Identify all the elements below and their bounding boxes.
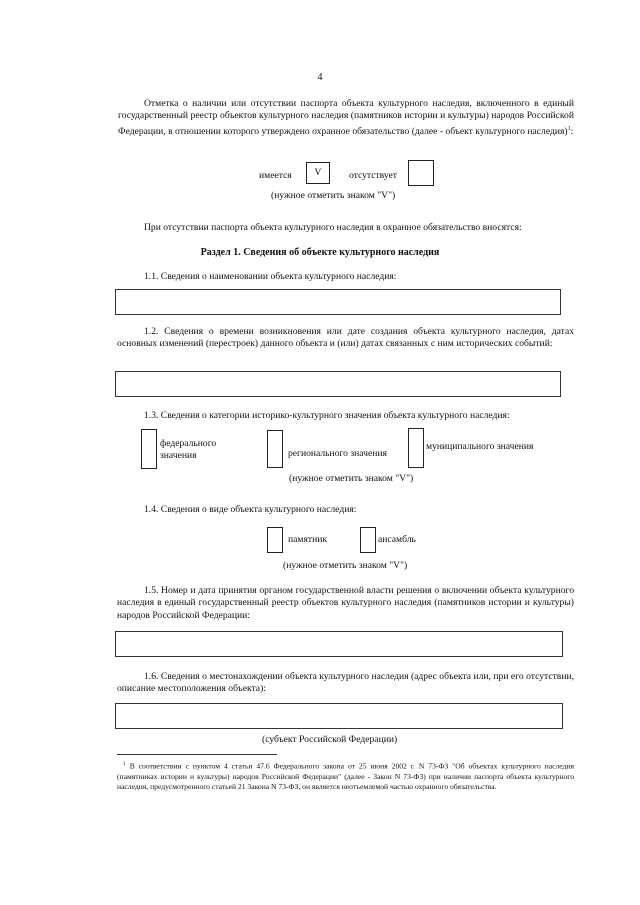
s13-federal-checkbox[interactable] [141, 429, 157, 469]
intro-text: Отметка о наличии или отсутствии паспорта объекта культурного наследия, включенного в единый государственный реестр объектов культурного наследия (памятников истории и культуры) народов Российской Федерации, в отношении которого утверждено охранное обязательство (далее - объект культурного наследия) [118, 98, 574, 137]
s16-label: 1.6. Сведения о местонахождении объекта культурного наследия (адрес объекта или, при его отсутствии, описание местоположения объекта): [117, 671, 574, 695]
s16-field[interactable] [115, 703, 563, 729]
passport-hint: (нужное отметить знаком "V") [271, 190, 396, 201]
s13-hint: (нужное отметить знаком "V") [289, 473, 414, 484]
s14-ensemble-label: ансамбль [378, 534, 416, 545]
s14-monument-checkbox[interactable] [267, 527, 283, 553]
footnote-separator [117, 754, 277, 755]
intro-colon: : [570, 126, 574, 137]
s15-field[interactable] [115, 631, 563, 657]
footnote-mark: 1 [123, 761, 126, 767]
s14-hint: (нужное отметить знаком "V") [283, 560, 408, 571]
footnote-reference: 1 [567, 125, 571, 132]
passport-absent-checkbox[interactable] [408, 160, 434, 186]
intro-paragraph [118, 98, 574, 138]
section-title: Раздел 1. Сведения об объекте культурного наследия [200, 247, 440, 258]
s11-field[interactable] [115, 289, 561, 315]
s12-field[interactable] [115, 371, 561, 397]
footnote-text: В соответствии с пунктом 4 статьи 47.6 Федерального закона от 25 июня 2002 г. N 73-ФЗ "Об объектах культурного наследия (памятниках истории и культуры) народов Российской Федерации" (далее - Закон N 73-ФЗ) при наличии паспорта объекта культурного наследия, предусмотренного статьей 21 Закона N 73-ФЗ, он является неотъемлемой частью охранного обязательства. [117, 761, 574, 791]
footnote [117, 759, 574, 792]
passport-present-label: имеется [259, 170, 292, 181]
s13-municipal-label: муниципального значения [426, 441, 534, 452]
page-number: 4 [317, 72, 323, 83]
s13-regional-label: регионального значения [288, 448, 387, 459]
s14-monument-label: памятник [288, 534, 327, 545]
s12-label: 1.2. Сведения о времени возникновения или дате создания объекта культурного наследия, датах основных изменений (перестроек) данного объекта и (или) датах связанных с ним исторических событий: [117, 326, 574, 350]
s15-label: 1.5. Номер и дата принятия органом государственной власти решения о включении объекта культурного наследия в единый государственный реестр объектов культурного наследия (памятников истории и культуры) народов Российской Федерации: [117, 585, 574, 621]
s16-caption: (субъект Российской Федерации) [262, 734, 398, 745]
s14-label: 1.4. Сведения о виде объекта культурного наследия: [144, 504, 357, 515]
passport-absent-label: отсутствует [349, 170, 397, 181]
passport-present-mark: V [314, 167, 322, 178]
absence-note: При отсутствии паспорта объекта культурного наследия в охранное обязательство вносятся: [144, 222, 522, 233]
s13-regional-checkbox[interactable] [267, 430, 283, 468]
s11-label: 1.1. Сведения о наименовании объекта культурного наследия: [144, 271, 397, 282]
s13-federal-label: федерального значения [160, 438, 217, 462]
passport-present-checkbox[interactable] [306, 162, 330, 184]
s13-label: 1.3. Сведения о категории историко-культурного значения объекта культурного наследия: [144, 410, 510, 421]
s14-ensemble-checkbox[interactable] [360, 527, 376, 553]
s13-municipal-checkbox[interactable] [408, 428, 424, 468]
